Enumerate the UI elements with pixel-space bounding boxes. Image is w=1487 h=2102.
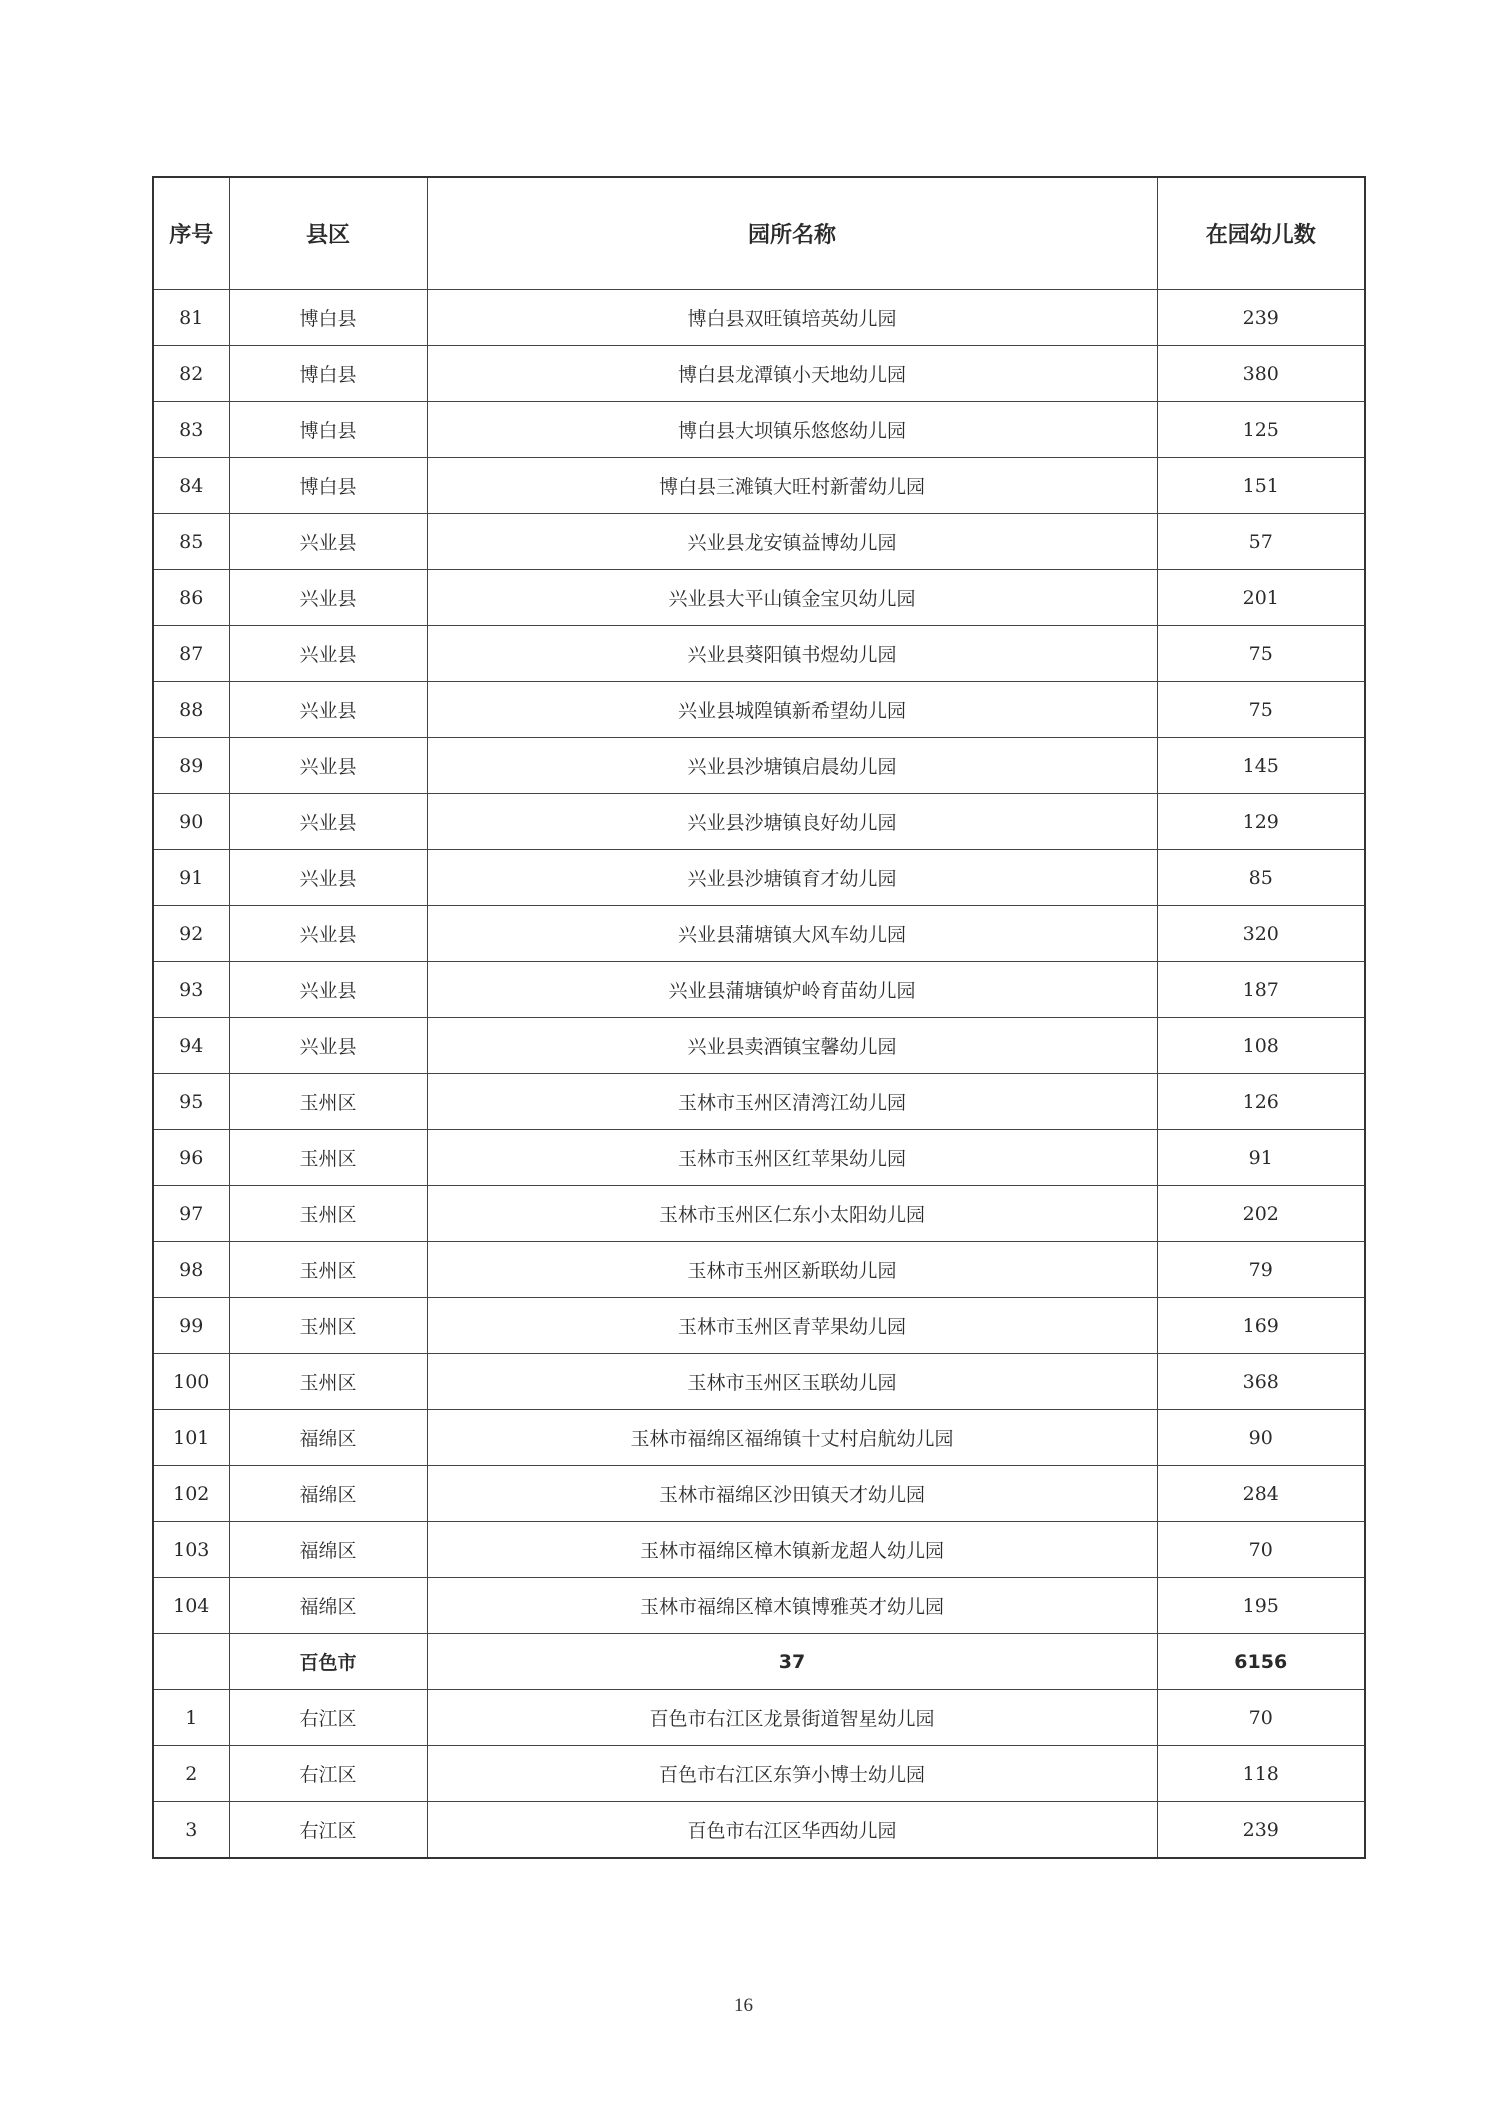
table-row [153, 1354, 1365, 1410]
cell-kindergarten-name: 兴业县葵阳镇书煜幼儿园 [427, 626, 1157, 682]
table-row [153, 1410, 1365, 1466]
table-row [153, 346, 1365, 402]
table-row [153, 794, 1365, 850]
table-row [153, 458, 1365, 514]
cell-county: 博白县 [229, 402, 427, 458]
cell-enrolled-children: 202 [1157, 1186, 1365, 1242]
table-row [153, 570, 1365, 626]
cell-kindergarten-name: 玉林市玉州区仁东小太阳幼儿园 [427, 1186, 1157, 1242]
cell-county: 百色市 [229, 1634, 427, 1690]
cell-serial-number: 101 [153, 1410, 229, 1466]
table-row [153, 1746, 1365, 1802]
cell-kindergarten-name: 百色市右江区华西幼儿园 [427, 1802, 1157, 1859]
cell-enrolled-children: 126 [1157, 1074, 1365, 1130]
cell-enrolled-children: 169 [1157, 1298, 1365, 1354]
cell-serial-number: 3 [153, 1802, 229, 1859]
cell-county: 玉州区 [229, 1298, 427, 1354]
cell-kindergarten-name: 百色市右江区龙景街道智星幼儿园 [427, 1690, 1157, 1746]
cell-serial-number: 93 [153, 962, 229, 1018]
cell-enrolled-children: 239 [1157, 290, 1365, 346]
cell-kindergarten-name: 百色市右江区东笋小博士幼儿园 [427, 1746, 1157, 1802]
cell-county: 福绵区 [229, 1466, 427, 1522]
cell-enrolled-children: 239 [1157, 1802, 1365, 1859]
table-row [153, 1186, 1365, 1242]
table-row [153, 682, 1365, 738]
cell-county: 兴业县 [229, 682, 427, 738]
cell-kindergarten-name: 兴业县龙安镇益博幼儿园 [427, 514, 1157, 570]
kindergarten-table [152, 176, 1366, 1859]
cell-county: 兴业县 [229, 570, 427, 626]
cell-kindergarten-name: 兴业县城隍镇新希望幼儿园 [427, 682, 1157, 738]
cell-enrolled-children: 187 [1157, 962, 1365, 1018]
table-row [153, 1074, 1365, 1130]
cell-serial-number: 84 [153, 458, 229, 514]
cell-kindergarten-name: 玉林市玉州区清湾江幼儿园 [427, 1074, 1157, 1130]
cell-serial-number: 104 [153, 1578, 229, 1634]
cell-kindergarten-name: 玉林市福绵区福绵镇十丈村启航幼儿园 [427, 1410, 1157, 1466]
table-row [153, 1130, 1365, 1186]
cell-enrolled-children: 145 [1157, 738, 1365, 794]
cell-kindergarten-name: 玉林市玉州区青苹果幼儿园 [427, 1298, 1157, 1354]
cell-serial-number: 81 [153, 290, 229, 346]
table-row [153, 850, 1365, 906]
cell-enrolled-children: 75 [1157, 626, 1365, 682]
cell-county: 兴业县 [229, 1018, 427, 1074]
cell-county: 兴业县 [229, 794, 427, 850]
cell-serial-number: 92 [153, 906, 229, 962]
table-row [153, 402, 1365, 458]
cell-county: 博白县 [229, 346, 427, 402]
header-county: 县区 [229, 177, 427, 290]
cell-serial-number: 95 [153, 1074, 229, 1130]
cell-kindergarten-name: 兴业县沙塘镇育才幼儿园 [427, 850, 1157, 906]
cell-enrolled-children: 70 [1157, 1522, 1365, 1578]
table-row [153, 1242, 1365, 1298]
cell-enrolled-children: 201 [1157, 570, 1365, 626]
cell-enrolled-children: 79 [1157, 1242, 1365, 1298]
header-serial-number: 序号 [153, 177, 229, 290]
page-number: 16 [734, 1995, 753, 2016]
cell-county: 兴业县 [229, 626, 427, 682]
cell-serial-number: 99 [153, 1298, 229, 1354]
table-row [153, 1522, 1365, 1578]
cell-kindergarten-name: 兴业县大平山镇金宝贝幼儿园 [427, 570, 1157, 626]
cell-serial-number: 89 [153, 738, 229, 794]
cell-enrolled-children: 368 [1157, 1354, 1365, 1410]
table-header-row [153, 177, 1365, 290]
header-enrolled-children: 在园幼儿数 [1157, 177, 1365, 290]
cell-county: 右江区 [229, 1746, 427, 1802]
cell-county: 玉州区 [229, 1186, 427, 1242]
cell-kindergarten-name: 玉林市福绵区樟木镇新龙超人幼儿园 [427, 1522, 1157, 1578]
cell-county: 右江区 [229, 1802, 427, 1859]
cell-enrolled-children: 195 [1157, 1578, 1365, 1634]
cell-serial-number: 2 [153, 1746, 229, 1802]
table-row [153, 738, 1365, 794]
cell-kindergarten-name: 兴业县沙塘镇良好幼儿园 [427, 794, 1157, 850]
cell-kindergarten-name: 兴业县沙塘镇启晨幼儿园 [427, 738, 1157, 794]
cell-kindergarten-name: 兴业县蒲塘镇大风车幼儿园 [427, 906, 1157, 962]
cell-county: 福绵区 [229, 1578, 427, 1634]
cell-enrolled-children: 85 [1157, 850, 1365, 906]
cell-county: 博白县 [229, 458, 427, 514]
cell-county: 博白县 [229, 290, 427, 346]
cell-enrolled-children: 108 [1157, 1018, 1365, 1074]
cell-county: 兴业县 [229, 514, 427, 570]
cell-serial-number: 85 [153, 514, 229, 570]
cell-county: 兴业县 [229, 738, 427, 794]
cell-kindergarten-name: 兴业县卖酒镇宝馨幼儿园 [427, 1018, 1157, 1074]
cell-serial-number: 1 [153, 1690, 229, 1746]
cell-county: 兴业县 [229, 906, 427, 962]
table-row [153, 1578, 1365, 1634]
cell-serial-number: 90 [153, 794, 229, 850]
cell-serial-number: 86 [153, 570, 229, 626]
cell-enrolled-children: 70 [1157, 1690, 1365, 1746]
cell-serial-number: 103 [153, 1522, 229, 1578]
cell-enrolled-children: 75 [1157, 682, 1365, 738]
cell-kindergarten-name: 博白县三滩镇大旺村新蕾幼儿园 [427, 458, 1157, 514]
cell-kindergarten-name: 博白县龙潭镇小天地幼儿园 [427, 346, 1157, 402]
table-row [153, 1298, 1365, 1354]
cell-kindergarten-name: 兴业县蒲塘镇炉岭育苗幼儿园 [427, 962, 1157, 1018]
cell-enrolled-children: 320 [1157, 906, 1365, 962]
cell-county: 福绵区 [229, 1410, 427, 1466]
cell-county: 兴业县 [229, 962, 427, 1018]
cell-kindergarten-name: 玉林市玉州区红苹果幼儿园 [427, 1130, 1157, 1186]
cell-serial-number: 98 [153, 1242, 229, 1298]
cell-county: 玉州区 [229, 1242, 427, 1298]
cell-kindergarten-name: 玉林市福绵区樟木镇博雅英才幼儿园 [427, 1578, 1157, 1634]
table-row [153, 1466, 1365, 1522]
cell-enrolled-children: 151 [1157, 458, 1365, 514]
table-row [153, 290, 1365, 346]
cell-kindergarten-name: 博白县双旺镇培英幼儿园 [427, 290, 1157, 346]
cell-county: 玉州区 [229, 1074, 427, 1130]
summary-row [153, 1634, 1365, 1690]
cell-serial-number: 82 [153, 346, 229, 402]
header-kindergarten-name: 园所名称 [427, 177, 1157, 290]
cell-serial-number: 88 [153, 682, 229, 738]
cell-enrolled-children: 90 [1157, 1410, 1365, 1466]
cell-kindergarten-name: 玉林市玉州区新联幼儿园 [427, 1242, 1157, 1298]
cell-enrolled-children: 6156 [1157, 1634, 1365, 1690]
cell-enrolled-children: 91 [1157, 1130, 1365, 1186]
table-row [153, 626, 1365, 682]
table-row [153, 1802, 1365, 1859]
cell-county: 福绵区 [229, 1522, 427, 1578]
cell-serial-number [153, 1634, 229, 1690]
cell-serial-number: 87 [153, 626, 229, 682]
cell-county: 兴业县 [229, 850, 427, 906]
cell-enrolled-children: 380 [1157, 346, 1365, 402]
cell-serial-number: 96 [153, 1130, 229, 1186]
cell-serial-number: 102 [153, 1466, 229, 1522]
cell-county: 玉州区 [229, 1130, 427, 1186]
cell-county: 右江区 [229, 1690, 427, 1746]
cell-serial-number: 100 [153, 1354, 229, 1410]
table-row [153, 514, 1365, 570]
cell-enrolled-children: 125 [1157, 402, 1365, 458]
cell-kindergarten-name: 玉林市玉州区玉联幼儿园 [427, 1354, 1157, 1410]
table-row [153, 1690, 1365, 1746]
table-body [153, 290, 1365, 1859]
cell-serial-number: 97 [153, 1186, 229, 1242]
cell-kindergarten-name: 博白县大坝镇乐悠悠幼儿园 [427, 402, 1157, 458]
table-row [153, 906, 1365, 962]
cell-serial-number: 94 [153, 1018, 229, 1074]
table-row [153, 1018, 1365, 1074]
cell-serial-number: 83 [153, 402, 229, 458]
cell-kindergarten-name: 玉林市福绵区沙田镇天才幼儿园 [427, 1466, 1157, 1522]
cell-enrolled-children: 57 [1157, 514, 1365, 570]
cell-kindergarten-name: 37 [427, 1634, 1157, 1690]
cell-county: 玉州区 [229, 1354, 427, 1410]
cell-enrolled-children: 118 [1157, 1746, 1365, 1802]
cell-enrolled-children: 129 [1157, 794, 1365, 850]
cell-enrolled-children: 284 [1157, 1466, 1365, 1522]
cell-serial-number: 91 [153, 850, 229, 906]
table-row [153, 962, 1365, 1018]
